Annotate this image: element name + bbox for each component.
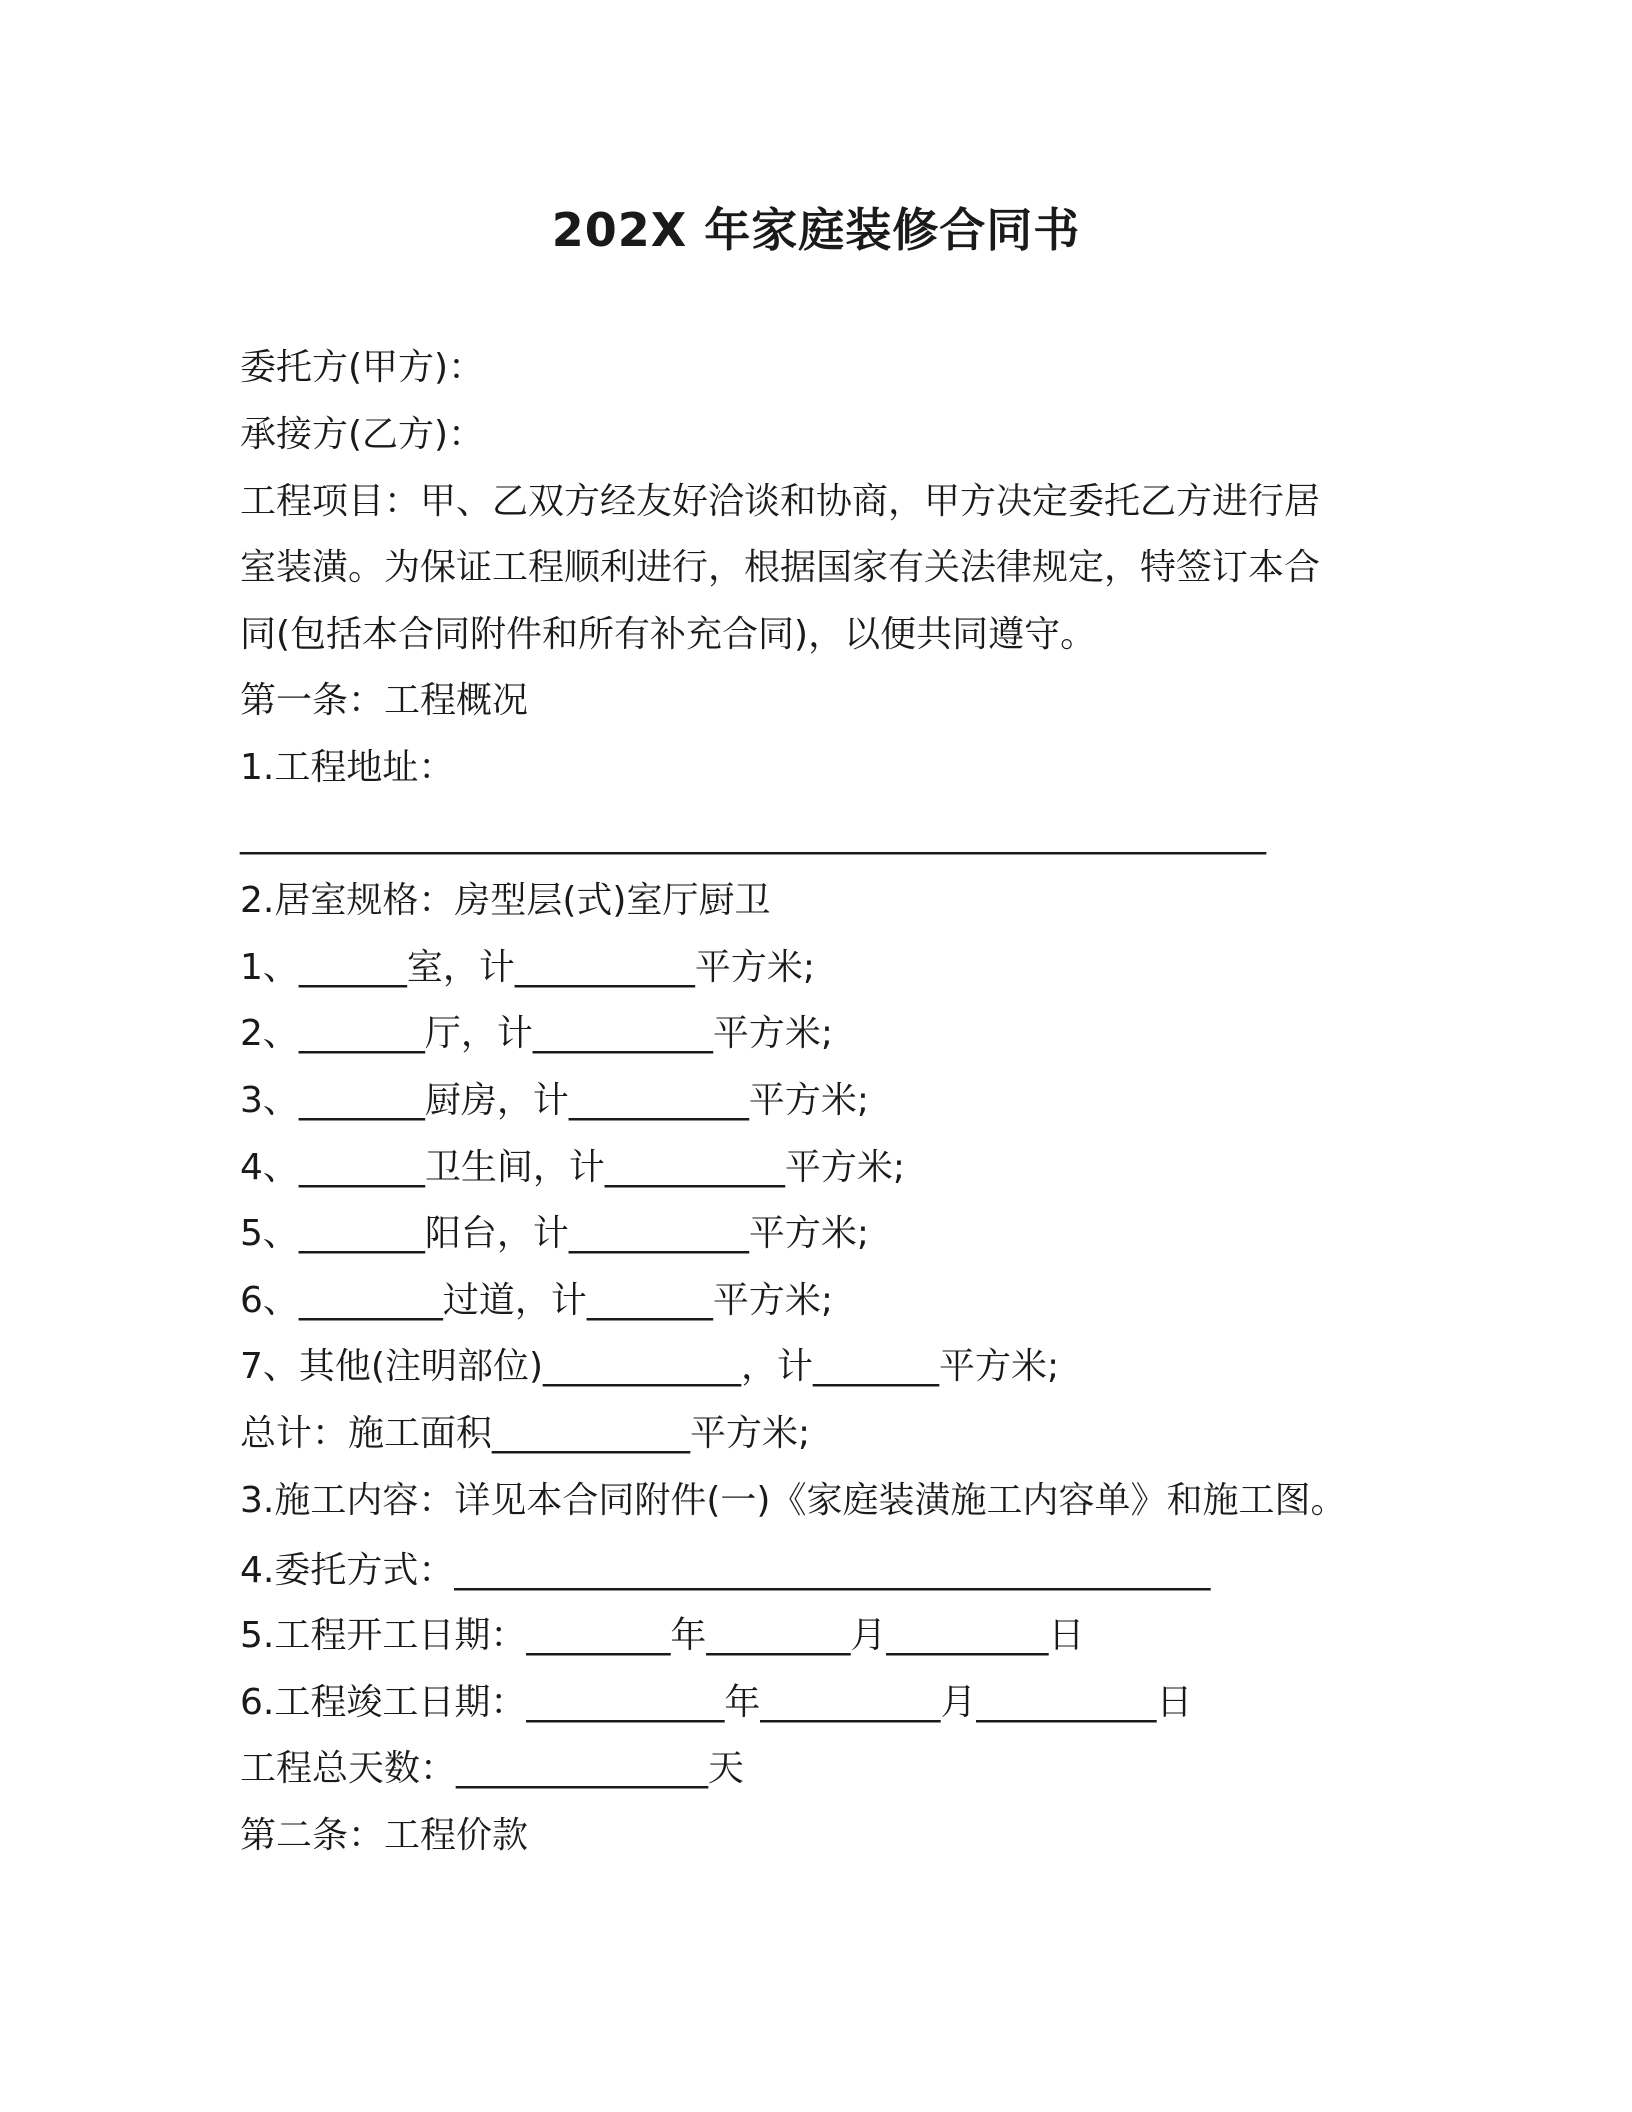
party-a-line: 委托方(甲方)： — [240, 347, 485, 388]
address-blank-line: _________________________________________________________ — [240, 814, 1266, 855]
total-area-line: 总计：施工面积___________平方米; — [240, 1413, 811, 1454]
commission-method-line: 4.委托方式：__________________________________________ — [240, 1550, 1211, 1591]
room-item-other: 7、其他(注明部位)___________，计_______平方米; — [240, 1346, 1060, 1387]
total-days-line: 工程总天数：______________天 — [240, 1748, 745, 1789]
room-item-bedroom: 1、______室，计__________平方米; — [240, 947, 816, 988]
room-item-corridor: 6、________过道，计_______平方米; — [240, 1280, 834, 1321]
room-item-hall: 2、_______厅，计__________平方米; — [240, 1013, 834, 1054]
completion-date-line: 6.工程竣工日期：___________年__________月__________日 — [240, 1682, 1193, 1723]
party-b-line: 承接方(乙方)： — [240, 414, 485, 455]
room-item-kitchen: 3、_______厨房，计__________平方米; — [240, 1080, 870, 1121]
room-spec-line: 2.居室规格：房型层(式)室厅厨卫 — [240, 880, 771, 921]
construction-content-line: 3.施工内容：详见本合同附件(一)《家庭装潢施工内容单》和施工图。 — [240, 1480, 1347, 1521]
room-item-bathroom: 4、_______卫生间，计__________平方米; — [240, 1147, 906, 1188]
project-paragraph-line-1: 工程项目：甲、乙双方经友好洽谈和协商，甲方决定委托乙方进行居 — [240, 481, 1321, 522]
project-paragraph-line-2: 室装潢。为保证工程顺利进行，根据国家有关法律规定，特签订本合 — [240, 547, 1321, 588]
project-address-line: 1.工程地址： — [240, 747, 455, 788]
start-date-line: 5.工程开工日期：________年________月_________日 — [240, 1615, 1085, 1656]
room-item-balcony: 5、_______阳台，计__________平方米; — [240, 1213, 870, 1254]
article-2-heading: 第二条：工程价款 — [240, 1815, 529, 1856]
document-title: 202X 年家庭装修合同书 — [551, 203, 1081, 257]
article-1-heading: 第一条：工程概况 — [240, 680, 529, 721]
project-paragraph-line-3: 同(包括本合同附件和所有补充合同)，以便共同遵守。 — [240, 614, 1097, 655]
